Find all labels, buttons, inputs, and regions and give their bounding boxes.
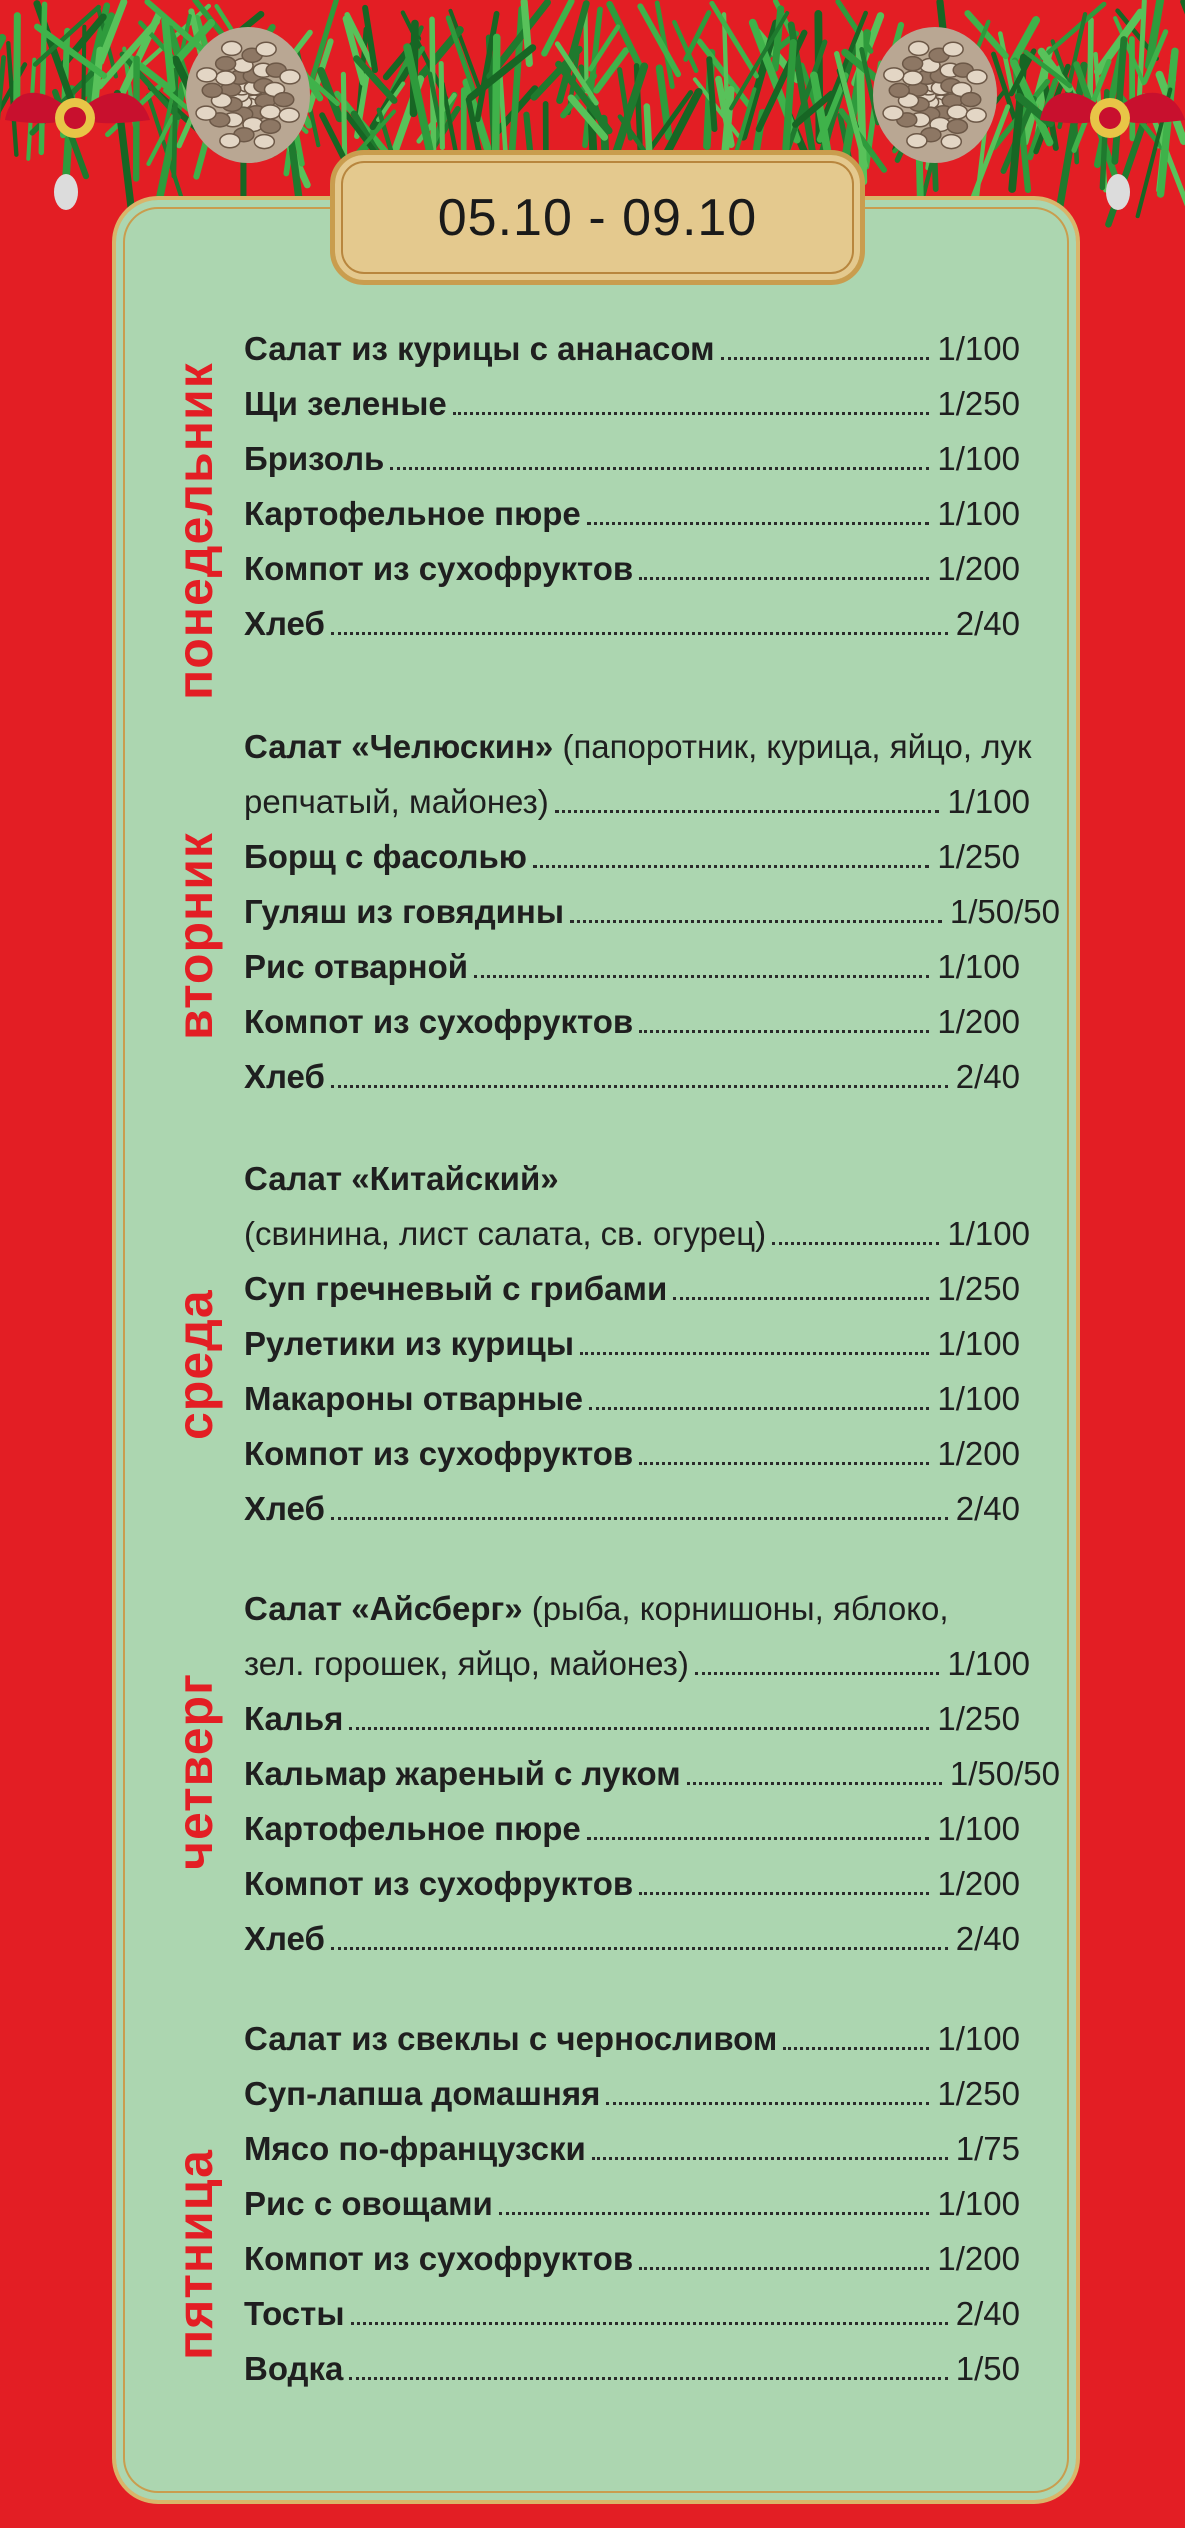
menu-item	[244, 2350, 1020, 2400]
menu-item	[244, 1920, 1020, 1970]
dish-portion: 1/100	[937, 1325, 1020, 1362]
dot-leader	[331, 632, 948, 635]
dish-name: Компот из сухофруктов	[244, 1003, 634, 1040]
dot-leader	[772, 1242, 939, 1245]
dish-name: Салат «Челюскин»	[244, 728, 554, 765]
dish-name: Суп гречневый с грибами	[244, 1270, 668, 1307]
dish-portion: 1/200	[937, 1435, 1020, 1472]
menu-item	[244, 1270, 1020, 1320]
pine-cone-left-icon	[186, 27, 310, 163]
dish-portion: 2/40	[955, 1490, 1020, 1527]
dish-portion: 2/40	[955, 605, 1020, 642]
dish-name: Гуляш из говядины	[244, 893, 565, 930]
dish-portion: 2/40	[955, 1058, 1020, 1095]
dish-portion: 1/250	[937, 385, 1020, 422]
dish-portion: 1/50/50	[949, 1755, 1060, 1792]
dish-name: Бризоль	[244, 440, 385, 477]
dot-leader	[555, 810, 940, 813]
menu-item	[244, 2075, 1020, 2125]
day-label-4: четверг	[167, 1673, 223, 1870]
menu-item	[244, 2240, 1020, 2290]
dish-name: Салат «Айсберг»	[244, 1590, 523, 1627]
dish-name: Компот из сухофруктов	[244, 1435, 634, 1472]
dish-name: Водка	[244, 2350, 344, 2387]
dish-name: Тосты	[244, 2295, 345, 2332]
dish-portion: 1/100	[937, 1810, 1020, 1847]
dot-leader	[695, 1672, 940, 1675]
dish-name: Рулетики из курицы	[244, 1325, 574, 1362]
dish-ingredients: зел. горошек, яйцо, майонез)	[244, 1645, 689, 1682]
menu-item	[244, 385, 1020, 435]
menu-item	[244, 838, 1020, 888]
day-label-5: пятница	[167, 2149, 223, 2360]
dot-leader	[351, 2322, 948, 2325]
dish-name: Рис отварной	[244, 948, 469, 985]
dish-portion: 1/200	[937, 2240, 1020, 2277]
dish-portion: 1/75	[955, 2130, 1020, 2167]
dish-name: Хлеб	[244, 1490, 325, 1527]
dot-leader	[331, 1517, 948, 1520]
dot-leader	[349, 1727, 929, 1730]
dot-leader	[639, 1030, 929, 1033]
dish-name: Рис с овощами	[244, 2185, 493, 2222]
dot-leader	[639, 2267, 929, 2270]
dish-name: Компот из сухофруктов	[244, 550, 634, 587]
menu-item	[244, 2130, 1020, 2180]
dish-name: Салат из курицы с ананасом	[244, 330, 715, 367]
salad-title-line	[244, 1160, 559, 1198]
dish-name: Щи зеленые	[244, 385, 447, 422]
dot-leader	[499, 2212, 930, 2215]
dish-name: Салат «Китайский»	[244, 1160, 559, 1197]
menu-item	[244, 605, 1020, 655]
date-plaque	[330, 150, 865, 285]
dish-ingredients: (рыба, корнишоны, яблоко,	[522, 1590, 949, 1627]
dot-leader	[570, 920, 942, 923]
dot-leader	[592, 2157, 948, 2160]
menu-item	[244, 440, 1020, 490]
menu-item	[244, 1058, 1020, 1108]
dot-leader	[580, 1352, 929, 1355]
dish-portion: 1/100	[937, 440, 1020, 477]
dish-portion: 1/100	[947, 783, 1030, 820]
dot-leader	[474, 975, 929, 978]
menu-item	[244, 1435, 1020, 1485]
dot-leader	[606, 2102, 929, 2105]
dish-portion: 1/200	[937, 1865, 1020, 1902]
menu-item	[244, 948, 1020, 998]
dish-name: Салат из свеклы с черносливом	[244, 2020, 778, 2057]
dish-ingredients: (свинина, лист салата, св. огурец)	[244, 1215, 767, 1252]
dot-leader	[349, 2377, 947, 2380]
day-label-3: среда	[167, 1289, 223, 1440]
salad-title-line	[244, 728, 1031, 766]
dish-name: Картофельное пюре	[244, 495, 581, 532]
dot-leader	[673, 1297, 929, 1300]
menu-item	[244, 1380, 1020, 1430]
dish-portion: 1/100	[937, 2185, 1020, 2222]
menu-item	[244, 1865, 1020, 1915]
menu-item	[244, 1325, 1020, 1375]
dish-name: Макароны отварные	[244, 1380, 584, 1417]
dot-leader	[453, 412, 930, 415]
dot-leader	[331, 1085, 948, 1088]
dish-portion: 1/100	[937, 948, 1020, 985]
pine-cone-right-icon	[873, 27, 997, 163]
dot-leader	[589, 1407, 929, 1410]
dot-leader	[721, 357, 930, 360]
dot-leader	[331, 1947, 948, 1950]
day-label-1: понедельник	[167, 362, 223, 700]
dot-leader	[639, 1462, 929, 1465]
day-label-2: вторник	[167, 832, 223, 1040]
dish-name: Кальмар жареный с луком	[244, 1755, 681, 1792]
dot-leader	[687, 1782, 942, 1785]
menu-item	[244, 1490, 1020, 1540]
dish-ingredients: (папоротник, курица, яйцо, лук	[553, 728, 1032, 765]
dish-portion: 1/100	[937, 330, 1020, 367]
dish-name: Компот из сухофруктов	[244, 1865, 634, 1902]
menu-item	[244, 1645, 1030, 1695]
dot-leader	[639, 1892, 929, 1895]
dot-leader	[783, 2047, 929, 2050]
dot-leader	[639, 577, 929, 580]
dish-portion: 1/200	[937, 550, 1020, 587]
dish-name: Картофельное пюре	[244, 1810, 581, 1847]
dot-leader	[390, 467, 929, 470]
menu-item	[244, 1810, 1020, 1860]
dot-leader	[587, 522, 930, 525]
menu-item	[244, 1755, 1060, 1805]
dish-name: Хлеб	[244, 605, 325, 642]
dish-portion: 1/100	[947, 1215, 1030, 1252]
menu-item	[244, 1003, 1020, 1053]
dish-name: Хлеб	[244, 1920, 325, 1957]
date-range: 05.10 - 09.10	[437, 188, 758, 247]
menu-item	[244, 1700, 1020, 1750]
menu-item	[244, 1215, 1030, 1265]
dish-portion: 2/40	[955, 2295, 1020, 2332]
dish-portion: 1/50/50	[949, 893, 1060, 930]
dish-portion: 1/250	[937, 1700, 1020, 1737]
dish-portion: 1/100	[947, 1645, 1030, 1682]
menu-item	[244, 2295, 1020, 2345]
dish-name: Мясо по-французски	[244, 2130, 586, 2167]
salad-title-line	[244, 1590, 949, 1628]
dish-portion: 1/200	[937, 1003, 1020, 1040]
dish-ingredients: репчатый, майонез)	[244, 783, 549, 820]
dot-leader	[587, 1837, 930, 1840]
menu-item	[244, 550, 1020, 600]
dish-portion: 2/40	[955, 1920, 1020, 1957]
dish-name: Калья	[244, 1700, 344, 1737]
dish-portion: 1/250	[937, 2075, 1020, 2112]
menu-item	[244, 330, 1020, 380]
dish-portion: 1/100	[937, 2020, 1020, 2057]
menu-item	[244, 495, 1020, 545]
dish-name: Хлеб	[244, 1058, 325, 1095]
dish-portion: 1/100	[937, 1380, 1020, 1417]
dish-portion: 1/50	[955, 2350, 1020, 2387]
menu-item	[244, 2185, 1020, 2235]
dish-portion: 1/250	[937, 1270, 1020, 1307]
dot-leader	[533, 865, 929, 868]
menu-item	[244, 783, 1030, 833]
dish-name: Суп-лапша домашняя	[244, 2075, 601, 2112]
menu-item	[244, 2020, 1020, 2070]
dish-name: Борщ с фасолью	[244, 838, 527, 875]
menu-item	[244, 893, 1060, 943]
dish-portion: 1/100	[937, 495, 1020, 532]
dish-name: Компот из сухофруктов	[244, 2240, 634, 2277]
dish-portion: 1/250	[937, 838, 1020, 875]
